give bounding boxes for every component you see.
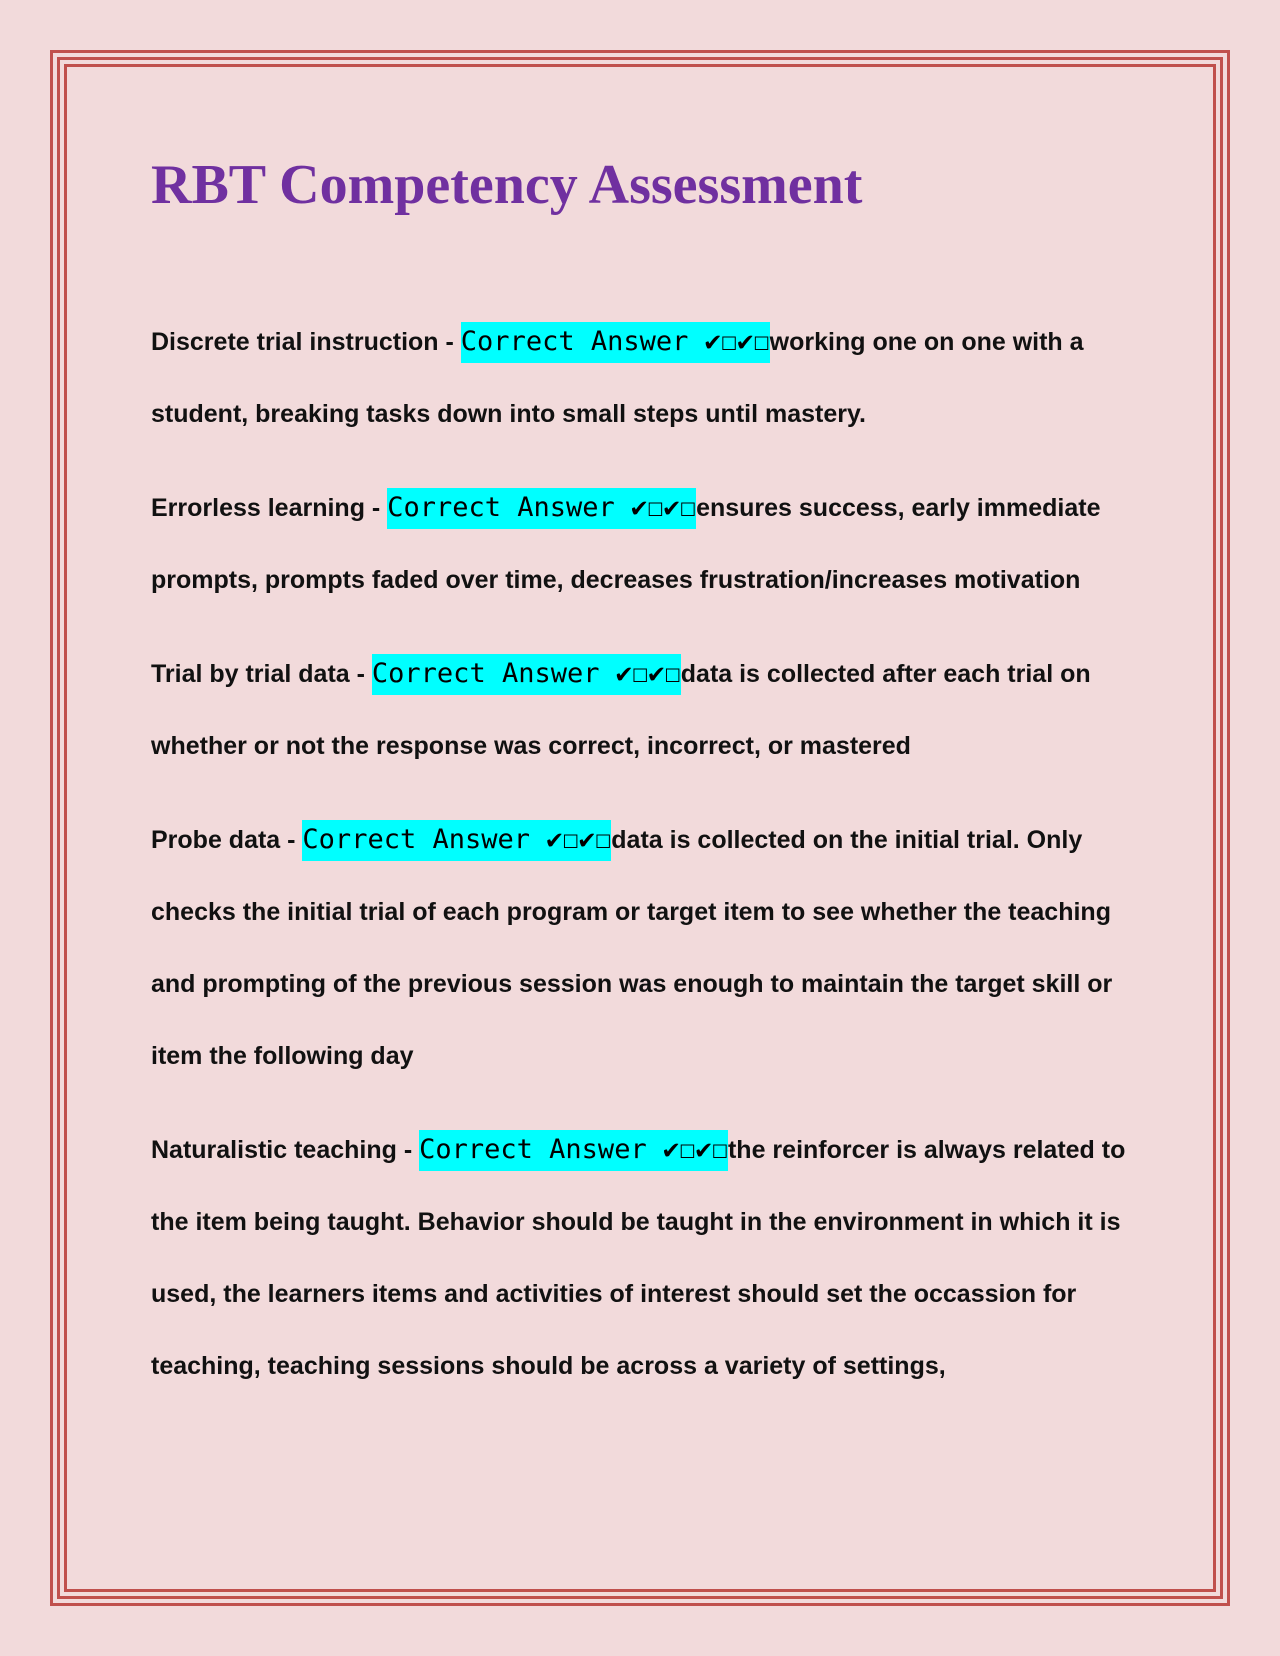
entry-term: Trial by trial data - [151,660,372,688]
entry-term: Discrete trial instruction - [151,328,461,356]
entry-probe-data [151,804,1151,1092]
entry-term: Errorless learning - [151,494,388,522]
correct-answer-label: Correct Answer ✔☐✔☐ [372,654,681,695]
page-title: RBT Competency Assessment [151,154,863,216]
entry-naturalistic-teaching [151,1114,1151,1402]
entry-term: Probe data - [151,826,303,854]
entry-definition: data is collected after each trial on whether or not the response was correct, incorrect, or mastered [151,660,1091,760]
entry-term: Naturalistic teaching - [151,1136,420,1164]
correct-answer-label: Correct Answer ✔☐✔☐ [419,1130,728,1171]
entry-definition: ensures success, early immediate prompts, prompts faded over time, decreases frustration/increases motivation [151,494,1101,594]
entry-errorless-learning [151,472,1151,616]
correct-answer-label: Correct Answer ✔☐✔☐ [461,322,770,363]
entry-definition: data is collected on the initial trial. Only checks the initial trial of each program or target item to see whether the teaching and prompting of the previous session was enough to maintain the target skill or item the following day [151,826,1113,1070]
entry-definition: the reinforcer is always related to the item being taught. Behavior should be taught in the environment in which it is used, the learners items and activities of interest should set the occassion for teaching, teaching sessions should be across a variety of settings, [151,1136,1126,1380]
entry-definition: working one on one with a student, breaking tasks down into small steps until mastery. [151,328,1084,428]
correct-answer-label: Correct Answer ✔☐✔☐ [302,820,611,861]
entry-discrete-trial-instruction [151,306,1151,450]
document-content [151,140,1151,1424]
entry-trial-by-trial-data [151,638,1151,782]
correct-answer-label: Correct Answer ✔☐✔☐ [387,488,696,529]
